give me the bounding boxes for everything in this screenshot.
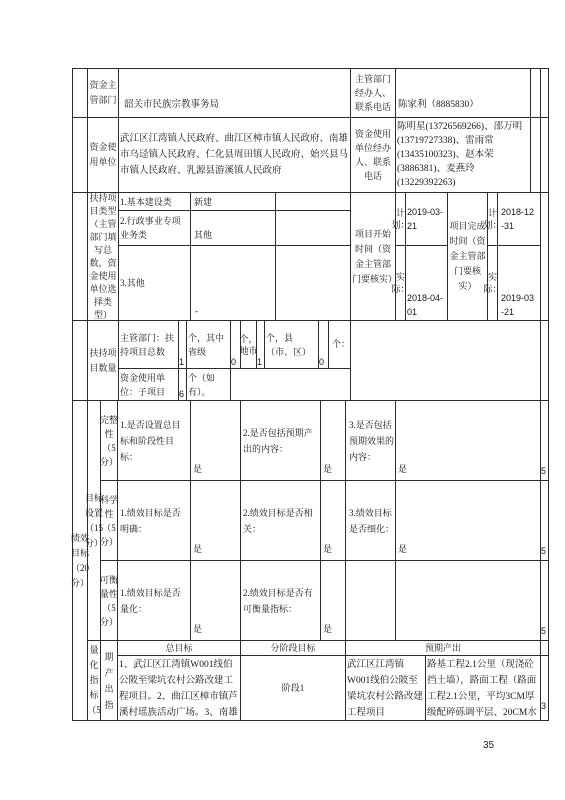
total-goal-header: 总目标 xyxy=(117,640,241,656)
provincial-label: 个，其中省级 xyxy=(186,320,231,369)
start-plan-label: 计划： xyxy=(395,192,406,246)
blank-cell xyxy=(540,68,549,118)
blank-cell xyxy=(350,320,541,401)
stage-goal-header: 分阶段目标 xyxy=(240,640,346,656)
page-number: 35 xyxy=(483,740,495,751)
criterion-label: 完整性（5分） xyxy=(100,400,118,481)
criterion-answer: 是 xyxy=(190,560,241,641)
city-label: 个，地市 xyxy=(240,320,257,369)
dept-total-count: 1 xyxy=(178,320,187,369)
end-actual-date: 2019-03-21 xyxy=(497,245,541,321)
criterion-answer: 是 xyxy=(320,560,346,641)
project-type-category: 1.基本建设类 xyxy=(118,192,191,211)
criterion-answer: 是 xyxy=(190,480,241,561)
blank-cell xyxy=(540,640,549,656)
criterion-question: 1.绩效目标是否量化： xyxy=(117,560,191,641)
end-plan-label: 计划： xyxy=(487,192,498,246)
margin-cell xyxy=(72,192,88,321)
stage-text: 阶段1 xyxy=(240,655,346,721)
funding-user-contact-value: 陈明星(13726569266)、邵万明(13719727338)、雷雨常(13435100323)、赵本荣(3886381)、麦燕玲(13229392263) xyxy=(395,117,531,193)
criterion-question: 1.是否设置总目标和阶段性目标： xyxy=(117,400,191,481)
blank-cell xyxy=(275,210,351,246)
user-sub-count: 6 xyxy=(178,368,187,401)
user-sub-label: 资金使用单位：子项目 xyxy=(118,368,179,401)
blank-cell xyxy=(275,192,351,211)
project-type-value: 新建 xyxy=(190,192,276,211)
performance-label: 绩效目标（20分） xyxy=(72,400,88,721)
start-plan-date: 2019-03-21 xyxy=(405,192,448,246)
criterion-label: 可衡量性（5分） xyxy=(100,560,118,641)
funding-dept-contact-label: 主管部门经办人、联系电话 xyxy=(350,68,396,118)
criterion-score: 5 xyxy=(540,400,549,481)
criterion-answer: 是 xyxy=(320,400,346,481)
provincial-count: 0 xyxy=(230,320,241,369)
project-type-category: 2.行政事业专项业务类 xyxy=(118,210,191,246)
criterion-question: 3.是否包括预期效果的内容： xyxy=(345,400,396,481)
criterion-answer: 是 xyxy=(395,400,541,481)
user-sub-suffix: 个（如有）。 xyxy=(186,368,231,401)
project-type-value: 其他 xyxy=(190,210,276,246)
criterion-question: 3.绩效目标是否细化： xyxy=(345,480,396,561)
criterion-answer: 是 xyxy=(320,480,346,561)
county-label: 个，县（市、区） xyxy=(264,320,319,369)
criterion-question: 2.是否包括预期产出的内容： xyxy=(240,400,321,481)
criterion-answer: 是 xyxy=(395,480,541,561)
criterion-question: 1.绩效目标是否明确： xyxy=(117,480,191,561)
start-actual-label: 实际： xyxy=(395,245,406,321)
project-type-label: 扶持项目类型（主管部门填写总数，资金使用单位选择类型） xyxy=(87,192,119,321)
end-plan-date: 2018-12-31 xyxy=(497,192,541,246)
criterion-score: 5 xyxy=(540,560,549,641)
criterion-score: 5 xyxy=(540,480,549,561)
expected-detail-text: 路基工程2.1公里（现浇砼挡土墙），路面工程（路面工程2.1公里，平均3CM厚级配碎砾调平层、20CM水 xyxy=(425,655,541,721)
total-goal-text: 1、武江区江湾镇W001线伯公陂至梁坑农村公路改建工程项目。2、曲江区樟市镇芦溪村瑶族活动广场。3、南雄 xyxy=(117,655,241,721)
funding-user-label: 资金使用单位 xyxy=(87,117,119,193)
end-actual-label: 实际： xyxy=(487,245,498,321)
blank-cell xyxy=(540,192,549,321)
dept-total-label: 主管部门：扶持项目总数 xyxy=(118,320,179,369)
expected-project-text: 武江区江湾镇W001线伯公陂至梁坑农村公路改建工程项目 xyxy=(345,655,426,721)
quantitative-sub-label: 期产出指 xyxy=(100,640,118,721)
county-count: 0 xyxy=(318,320,329,369)
criterion-question: 2.绩效目标是否有可衡量指标： xyxy=(240,560,321,641)
blank-cell xyxy=(540,117,549,193)
city-count: 1 xyxy=(256,320,265,369)
start-actual-date: 2018-04-01 xyxy=(405,245,448,321)
blank-cell xyxy=(275,245,351,321)
funding-dept-contact-value: 陈家利（8885830） xyxy=(395,68,531,118)
project-count-label: 扶持项目数量 xyxy=(87,320,119,401)
blank-cell xyxy=(345,560,396,641)
quantitative-score: 3 xyxy=(540,655,549,721)
blank-cell xyxy=(230,368,351,401)
criterion-answer: 是 xyxy=(190,400,241,481)
project-type-value: - xyxy=(190,245,276,321)
margin-cell xyxy=(72,117,88,193)
criterion-question: 2.绩效目标是否相关： xyxy=(240,480,321,561)
project-type-category: 3.其他 xyxy=(118,245,191,321)
funding-dept-value: 韶关市民族宗教事务局 xyxy=(118,68,351,118)
quantitative-label: 量化指标（5 xyxy=(87,640,101,721)
expected-output-header: 预期产出 xyxy=(345,640,541,656)
end-time-label: 项目完成时间（资金主管部门要核实） xyxy=(447,192,488,321)
blank-cell xyxy=(540,320,549,401)
funding-user-value: 武江区江湾镇人民政府、曲江区樟市镇人民政府、南雄市乌迳镇人民政府、仁化县周田镇人民政府、始兴县马市镇人民政府、乳源县游溪镇人民政府 xyxy=(118,117,351,193)
goal-setting-label: 目标设置（15分） xyxy=(87,400,101,641)
margin-cell xyxy=(72,68,88,118)
margin-cell xyxy=(72,320,88,401)
criterion-label: 科学性（5分） xyxy=(100,480,118,561)
blank-cell xyxy=(395,560,541,641)
start-time-label: 项目开始时间（资金主管部门要核实） xyxy=(350,192,396,321)
funding-dept-label: 资金主管部门 xyxy=(87,68,119,118)
count-suffix: 个： xyxy=(328,320,351,369)
funding-user-contact-label: 资金使用单位经办人、联系电话 xyxy=(350,117,396,193)
